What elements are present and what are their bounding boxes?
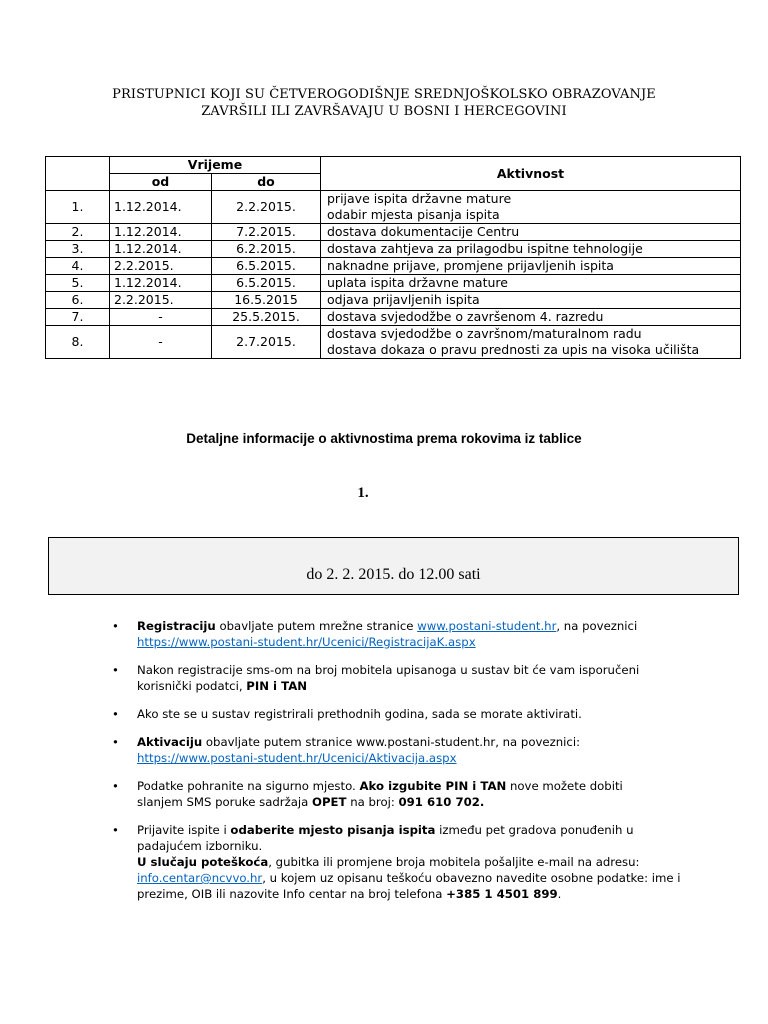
row-do: 16.5.2015	[212, 292, 321, 309]
bullet-icon: •	[112, 619, 119, 633]
row-aktivnost: dostava svjedodžbe o završenom 4. razredu	[321, 309, 741, 326]
table-row	[46, 241, 741, 258]
table-row	[46, 292, 741, 309]
note-phone: +385 1 4501 899	[446, 887, 558, 901]
row-do: 6.2.2015.	[212, 241, 321, 258]
title-line-1: PRISTUPNICI KOJI SU ČETVEROGODIŠNJE SREDNJOŠKOLSKO OBRAZOVANJE	[112, 87, 656, 102]
registration-link[interactable]: https://www.postani-student.hr/Ucenici/RegistracijaK.aspx	[137, 635, 476, 649]
details-heading: Detaljne informacije o aktivnostima prema rokovima iz tablice	[186, 431, 582, 446]
list-item	[112, 662, 672, 694]
row-aktivnost	[321, 191, 741, 224]
header-od: od	[110, 174, 212, 191]
row-number: 2.	[46, 224, 110, 241]
item-bold: OPET	[312, 795, 347, 809]
row-od: 2.2.2015.	[110, 258, 212, 275]
item-bold: 091 610 702.	[398, 795, 485, 809]
row-number: 1.	[46, 191, 110, 224]
table-row	[46, 326, 741, 359]
row-number: 8.	[46, 326, 110, 359]
row-aktivnost: dostava zahtjeva za prilagodbu ispitne tehnologije	[321, 241, 741, 258]
schedule-table	[45, 156, 741, 359]
bullet-icon: •	[112, 823, 119, 837]
row-do: 6.5.2015.	[212, 258, 321, 275]
item-text: nove možete dobiti slanjem SMS poruke sadržaja	[137, 779, 623, 809]
item-text: Prijavite ispite i	[137, 823, 231, 837]
row-od: -	[110, 309, 212, 326]
instructions-list	[112, 618, 672, 866]
row-do: 6.5.2015.	[212, 275, 321, 292]
row-number: 5.	[46, 275, 110, 292]
table-row	[46, 191, 741, 224]
item-bold: Ako izgubite PIN i TAN	[359, 779, 507, 793]
item-text: između pet gradova ponuđenih u padajućem izborniku.	[137, 823, 634, 853]
list-item	[112, 734, 672, 766]
row-od: 1.12.2014.	[110, 191, 212, 224]
table-header-row	[46, 157, 741, 174]
table-row	[46, 258, 741, 275]
row-aktivnost: naknadne prijave, promjene prijavljenih ispita	[321, 258, 741, 275]
row-number: 7.	[46, 309, 110, 326]
item-bold: Registraciju	[137, 619, 216, 633]
row-aktivnost-line-1: dostava svjedodžbe o završnom/maturalnom radu	[327, 326, 642, 341]
row-number: 4.	[46, 258, 110, 275]
row-aktivnost: dostava dokumentacije Centru	[321, 224, 741, 241]
item-text: na broj:	[346, 795, 399, 809]
row-aktivnost: odjava prijavljenih ispita	[321, 292, 741, 309]
list-item	[112, 706, 672, 722]
row-aktivnost: uplata ispita državne mature	[321, 275, 741, 292]
item-bold: odaberite mjesto pisanja ispita	[230, 823, 436, 837]
row-aktivnost-line-2: dostava dokaza o pravu prednosti za upis na visoka učilišta	[327, 342, 700, 357]
activation-link[interactable]: https://www.postani-student.hr/Ucenici/Aktivacija.aspx	[137, 751, 457, 765]
row-do: 2.7.2015.	[212, 326, 321, 359]
row-do: 2.2.2015.	[212, 191, 321, 224]
item-text: obavljate putem mrežne stranice	[215, 619, 418, 633]
item-bold: PIN i TAN	[246, 679, 308, 693]
list-item	[112, 778, 672, 810]
item-text: obavljate putem stranice www.postani-student.hr, na poveznici:	[202, 735, 581, 749]
row-od: 1.12.2014.	[110, 224, 212, 241]
row-od: -	[110, 326, 212, 359]
header-do: do	[212, 174, 321, 191]
header-vrijeme: Vrijeme	[110, 157, 321, 174]
bullet-icon: •	[112, 735, 119, 749]
title-line-2: ZAVRŠILI ILI ZAVRŠAVAJU U BOSNI I HERCEGOVINI	[201, 104, 567, 119]
item-text: Nakon registracije sms-om na broj mobitela upisanoga u sustav bit će vam isporučeni korisnički podatci,	[137, 663, 640, 693]
row-number: 6.	[46, 292, 110, 309]
table-row	[46, 309, 741, 326]
document-title	[0, 86, 768, 120]
deadline-text: do 2. 2. 2015. do 12.00 sati	[306, 566, 481, 583]
section-number: 1.	[357, 485, 369, 501]
item-text: , na poveznici	[556, 619, 638, 633]
header-number-cell	[46, 157, 110, 191]
note-text: , u kojem uz opisanu teškoću obavezno navedite osobne podatke: ime i prezime, OIB ili nazovite Info centar na broj telefona	[137, 871, 681, 901]
note-text: .	[557, 887, 562, 901]
row-od: 2.2.2015.	[110, 292, 212, 309]
bullet-icon: •	[112, 663, 119, 677]
table-row	[46, 275, 741, 292]
email-link[interactable]: info.centar@ncvvo.hr	[137, 871, 263, 885]
item-bold: Aktivaciju	[137, 735, 203, 749]
item-text: Podatke pohranite na sigurno mjesto.	[137, 779, 360, 793]
list-item	[112, 618, 672, 650]
row-do: 7.2.2015.	[212, 224, 321, 241]
note-text: , gubitka ili promjene broja mobitela pošaljite e-mail na adresu:	[268, 855, 640, 869]
table-row	[46, 224, 741, 241]
row-number: 3.	[46, 241, 110, 258]
support-note	[137, 854, 697, 902]
postani-student-link[interactable]: www.postani-student.hr	[417, 619, 557, 633]
header-aktivnost: Aktivnost	[321, 157, 741, 191]
item-text: Ako ste se u sustav registrirali prethodnih godina, sada se morate aktivirati.	[137, 707, 582, 721]
list-item	[112, 822, 672, 854]
note-bold: U slučaju poteškoća	[137, 855, 269, 869]
row-do: 25.5.2015.	[212, 309, 321, 326]
deadline-box	[48, 537, 739, 595]
row-aktivnost	[321, 326, 741, 359]
row-aktivnost-line-1: prijave ispita državne mature	[327, 191, 512, 206]
bullet-icon: •	[112, 707, 119, 721]
row-od: 1.12.2014.	[110, 275, 212, 292]
row-od: 1.12.2014.	[110, 241, 212, 258]
bullet-icon: •	[112, 779, 119, 793]
row-aktivnost-line-2: odabir mjesta pisanja ispita	[327, 207, 500, 222]
